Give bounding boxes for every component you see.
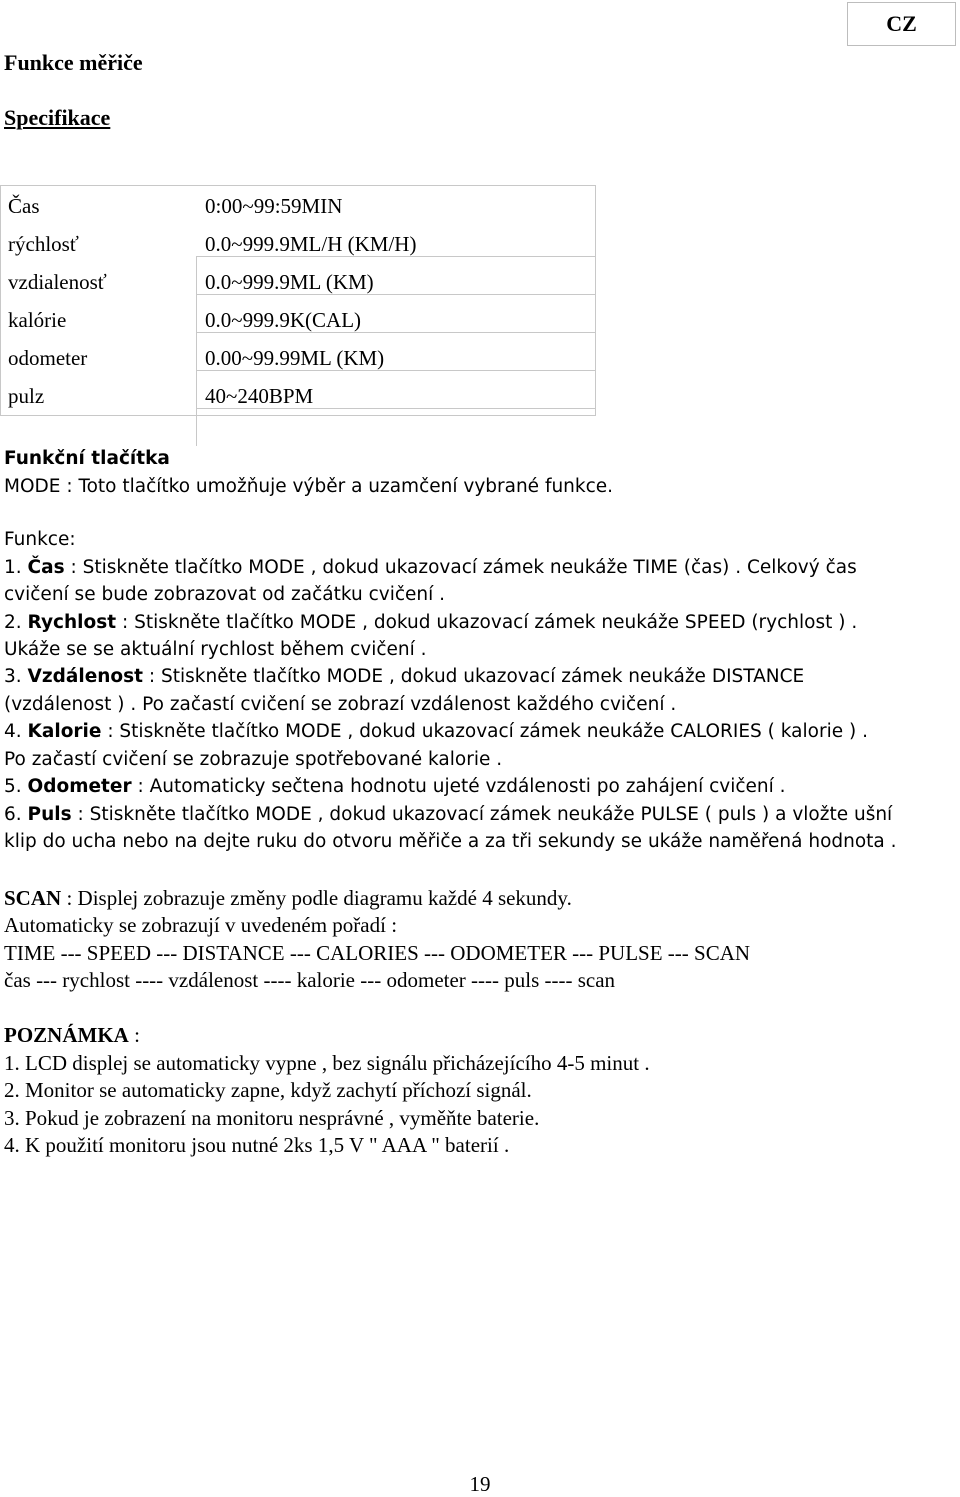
language-badge: CZ [847, 2, 956, 46]
list-item [4, 721, 868, 742]
table-row [1, 225, 595, 263]
spec-label: rýchlosť [8, 232, 79, 256]
item-number: 5. [4, 776, 22, 797]
section-heading-funkce: Funkce: [4, 529, 76, 550]
spec-value: 0.00~99.99ML (KM) [205, 346, 385, 370]
item-number: 2. [4, 612, 22, 633]
item-text: : Automaticky sečtena hodnotu ujeté vzdálenosti po zahájení cvičení . [131, 776, 786, 797]
list-item: 1. LCD displej se automaticky vypne , bez signálu přicházejícího 4-5 minut . [4, 1051, 650, 1075]
item-name: Rychlost [27, 612, 117, 633]
page-number: 19 [469, 1472, 491, 1496]
item-number: 6. [4, 804, 22, 825]
scan-order-intro: Automaticky se zobrazují v uvedeném pořadí : [4, 913, 398, 937]
spec-value: 40~240BPM [205, 384, 314, 408]
item-number: 4. [4, 721, 22, 742]
table-row [1, 377, 595, 415]
item-text-continued: klip do ucha nebo na dejte ruku do otvoru měřiče a za tři sekundy se ukáže naměřená hodnota . [4, 831, 897, 852]
mode-description: MODE : Toto tlačítko umožňuje výběr a uzamčení vybrané funkce. [4, 476, 614, 497]
section-heading-buttons: Funkční tlačítka [4, 448, 170, 469]
spec-value: 0.0~999.9ML (KM) [205, 270, 374, 294]
table-row [1, 263, 595, 301]
item-text: : Stiskněte tlačítko MODE , dokud ukazovací zámek neukáže DISTANCE [142, 666, 805, 687]
item-text: : Stiskněte tlačítko MODE , dokud ukazovací zámek neukáže TIME (čas) . Celkový čas [64, 557, 857, 578]
item-text-continued: Ukáže se se aktuální rychlost během cvičení . [4, 639, 427, 660]
list-item [4, 666, 804, 687]
table-row [1, 301, 595, 339]
item-text-continued: cvičení se bude zobrazovat od začátku cvičení . [4, 584, 446, 605]
list-item [4, 776, 786, 797]
scan-line [4, 886, 572, 911]
spec-value: 0.0~999.9ML/H (KM/H) [205, 232, 417, 256]
section-heading-specifikace: Specifikace [4, 105, 111, 130]
spec-label: pulz [8, 384, 45, 408]
note-suffix: : [128, 1023, 140, 1047]
scan-label: SCAN [4, 886, 62, 910]
item-name: Puls [27, 804, 72, 825]
table-row [1, 187, 595, 225]
item-text-continued: Po začastí cvičení se zobrazuje spotřebované kalorie . [4, 749, 503, 770]
item-text-continued: (vzdálenost ) . Po začastí cvičení se zobrazí vzdálenost každého cvičení . [4, 694, 677, 715]
spec-label: vzdialenosť [8, 270, 107, 294]
note-label: POZNÁMKA [4, 1023, 129, 1047]
list-item [4, 557, 857, 578]
item-number: 1. [4, 557, 22, 578]
scan-order-en: TIME --- SPEED --- DISTANCE --- CALORIES --- ODOMETER --- PULSE --- SCAN [4, 941, 751, 965]
list-item: 4. K použití monitoru jsou nutné 2ks 1,5 V " AAA " baterií . [4, 1133, 510, 1157]
spec-label: Čas [8, 194, 40, 218]
item-name: Kalorie [27, 721, 102, 742]
item-text: : Stiskněte tlačítko MODE , dokud ukazovací zámek neukáže PULSE ( puls ) a vložte ušní [71, 804, 893, 825]
list-item [4, 612, 857, 633]
spec-value: 0:00~99:59MIN [205, 194, 343, 218]
scan-text: : Displej zobrazuje změny podle diagramu každé 4 sekundy. [61, 886, 572, 910]
spec-table [0, 185, 596, 416]
item-name: Čas [27, 557, 65, 578]
item-name: Odometer [27, 776, 132, 797]
list-item: 3. Pokud je zobrazení na monitoru nesprávné , vyměňte baterie. [4, 1106, 540, 1130]
item-number: 3. [4, 666, 22, 687]
list-item [4, 804, 892, 825]
item-text: : Stiskněte tlačítko MODE , dokud ukazovací zámek neukáže CALORIES ( kalorie ) . [101, 721, 868, 742]
list-item: 2. Monitor se automaticky zapne, když zachytí příchozí signál. [4, 1078, 532, 1102]
page-title: Funkce měřiče [4, 50, 143, 75]
table-row [1, 339, 595, 377]
spec-label: kalórie [8, 308, 67, 332]
spec-value: 0.0~999.9K(CAL) [205, 308, 362, 332]
spec-label: odometer [8, 346, 88, 370]
item-text: : Stiskněte tlačítko MODE , dokud ukazovací zámek neukáže SPEED (rychlost ) . [116, 612, 858, 633]
item-name: Vzdálenost [27, 666, 143, 687]
scan-order-cz: čas --- rychlost ---- vzdálenost ---- kalorie --- odometer ---- puls ---- scan [4, 968, 616, 992]
note-heading [4, 1023, 140, 1048]
